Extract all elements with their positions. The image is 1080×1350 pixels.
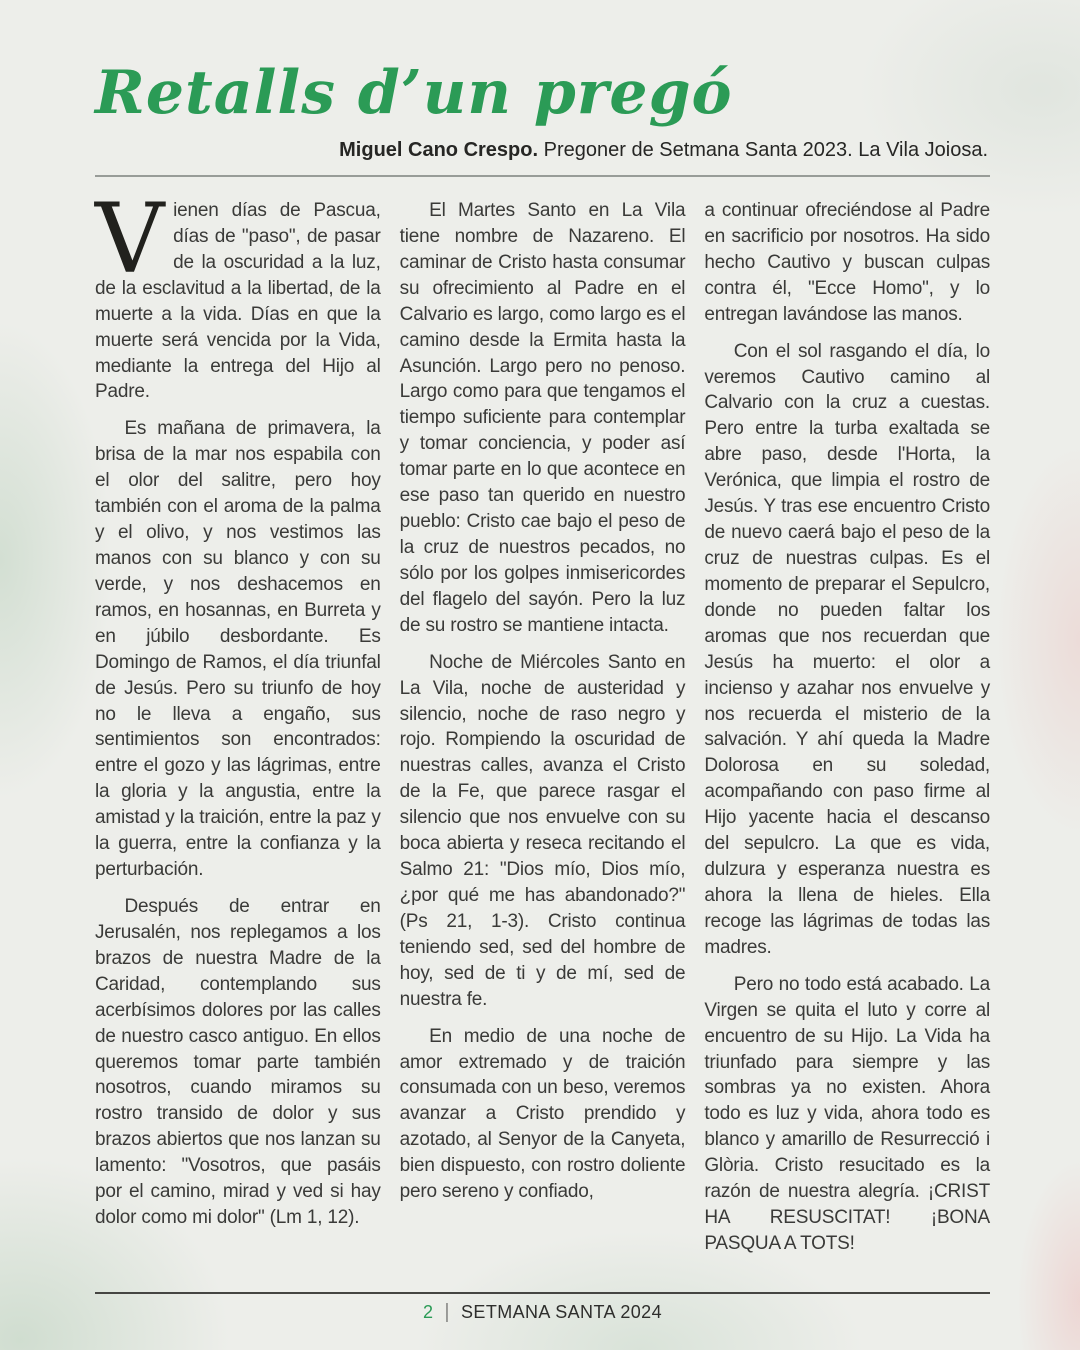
magazine-title: SETMANA SANTA 2024 [461,1302,662,1322]
paragraph [95,183,381,405]
paragraph-text: ienen días de Pascua, días de "paso", de pasar de la oscuridad a la luz, de la esclavitud a la libertad, de la muerte a la vida. Días en que la muerte será vencida por la Vida, mediante la entrega del Hijo al Padre. [95,200,381,403]
paragraph: El Martes Santo en La Vila tiene nombre de Nazareno. El caminar de Cristo hasta consumar su ofrecimiento al Padre en el Calvario es largo, como largo es el camino desde la Ermita hasta la Asunción. Largo pero no penoso. Largo como para que tengamos el tiempo suficiente para contemplar y tomar conciencia, y poder así tomar parte en lo que acontece en ese paso tan querido en nuestro pueblo: Cristo cae bajo el peso de la cruz de nuestros pecados, no sólo por los golpes inmisericordes del flagelo del sayón. Pero la luz de su rostro se mantiene intacta. [399,200,686,636]
paragraph: Noche de Miércoles Santo en La Vila, noche de austeridad y silencio, noche de raso negro y rojo. Rompiendo la oscuridad de nuestras calles, avanza el Cristo de la Fe, que parece rasgar el silencio que nos envuelve con su boca abierta y reseca recitando el Salmo 21: "Dios mío, Dios mío, ¿por qué me has abandonado?" (Ps 21, 1-3). Cristo continua teniendo sed, sed del hombre de hoy, sed de ti y de mí, sed de nuestra fe. [399,651,686,1010]
footer-separator: | [444,1301,451,1323]
article-header [95,58,990,177]
page-title: Retalls d’un pregó [95,58,733,128]
page-footer [95,1292,990,1324]
footer-text [95,1301,990,1324]
article-body [95,183,991,1268]
article-column-2 [400,198,686,1268]
byline [95,139,988,162]
footer-divider [95,1292,990,1294]
paragraph: Con el sol rasgando el día, lo veremos Cautivo camino al Calvario con la cruz a cuestas. Pero entre la turba exaltada se abre paso, desde l'Horta, la Verónica, que limpia el rostro de Jesús. Y tras ese encuentro Cristo de nuevo caerá bajo el peso de la cruz de nuestras culpas. Es el momento de preparar el Sepulcro, donde no pueden faltar los aromas que nos recuerdan que Jesús ha muerto: el olor a incienso y azahar nos envuelve y nos recuerda el misterio de la salvación. Y ahí queda la Madre Dolorosa en su soledad, acompañando con paso firme al Hijo yacente hacia el descanso del sepulcro. La que es vida, dulzura y esperanza nuestra es ahora la llena de hieles. Ella recoge las lágrimas de todas las madres. [704,340,991,958]
byline-role: Pregoner de Setmana Santa 2023. La Vila Joiosa. [543,139,988,161]
paragraph: Después de entrar en Jerusalén, nos replegamos a los brazos de nuestra Madre de la Caridad, contemplando sus acerbísimos dolores por las calles de nuestro casco antiguo. En ellos queremos tomar parte también nosotros, cuando miramos su rostro transido de dolor y sus brazos abiertos que nos lanzan su lamento: "Vosotros, que pasáis por el camino, mirad y ved si hay dolor como mi dolor" (Lm 1, 12). [95,895,381,1229]
drop-cap: V [95,183,165,295]
article-column-1 [95,183,381,1268]
article-column-3 [704,198,990,1268]
paragraph: Pero no todo está acabado. La Virgen se quita el luto y corre al encuentro de su Hijo. La Vida ha triunfado para siempre y las sombras ya no existen. Ahora todo es luz y vida, ahora todo es blanco y amarillo de Resurrecció i Glòria. Cristo resucitado es la razón de nuestra alegría. ¡CRIST HA RESUSCITAT! ¡BONA PASQUA A TOTS! [704,973,991,1254]
byline-author: Miguel Cano Crespo. [339,139,539,161]
paragraph: a continuar ofreciéndose al Padre en sacrificio por nosotros. Ha sido hecho Cautivo y buscan culpas contra él, "Ecce Homo", y lo entregan lavándose las manos. [704,200,991,325]
page-content [95,0,990,1268]
page-number: 2 [423,1302,434,1322]
paragraph: Es mañana de primavera, la brisa de la mar nos espabila con el olor del salitre, pero hoy también con el aroma de la palma y el olivo, y nos vestimos las manos con su blanco y con su verde, y nos deshacemos en ramos, en hosannas, en Burreta y en júbilo desbordante. Es Domingo de Ramos, el día triunfal de Jesús. Pero su triunfo de hoy no le lleva a engaño, sus sentimientos son encontrados: entre el gozo y las lágrimas, entre la gloria y la angustia, entre la amistad y la traición, entre la paz y la guerra, entre la confianza y la perturbación. [95,418,381,881]
paragraph: En medio de una noche de amor extremado y de traición consumada con un beso, veremos avanzar a Cristo prendido y azotado, al Senyor de la Canyeta, bien dispuesto, con rostro doliente pero sereno y confiado, [399,1025,686,1203]
header-divider [95,175,990,177]
